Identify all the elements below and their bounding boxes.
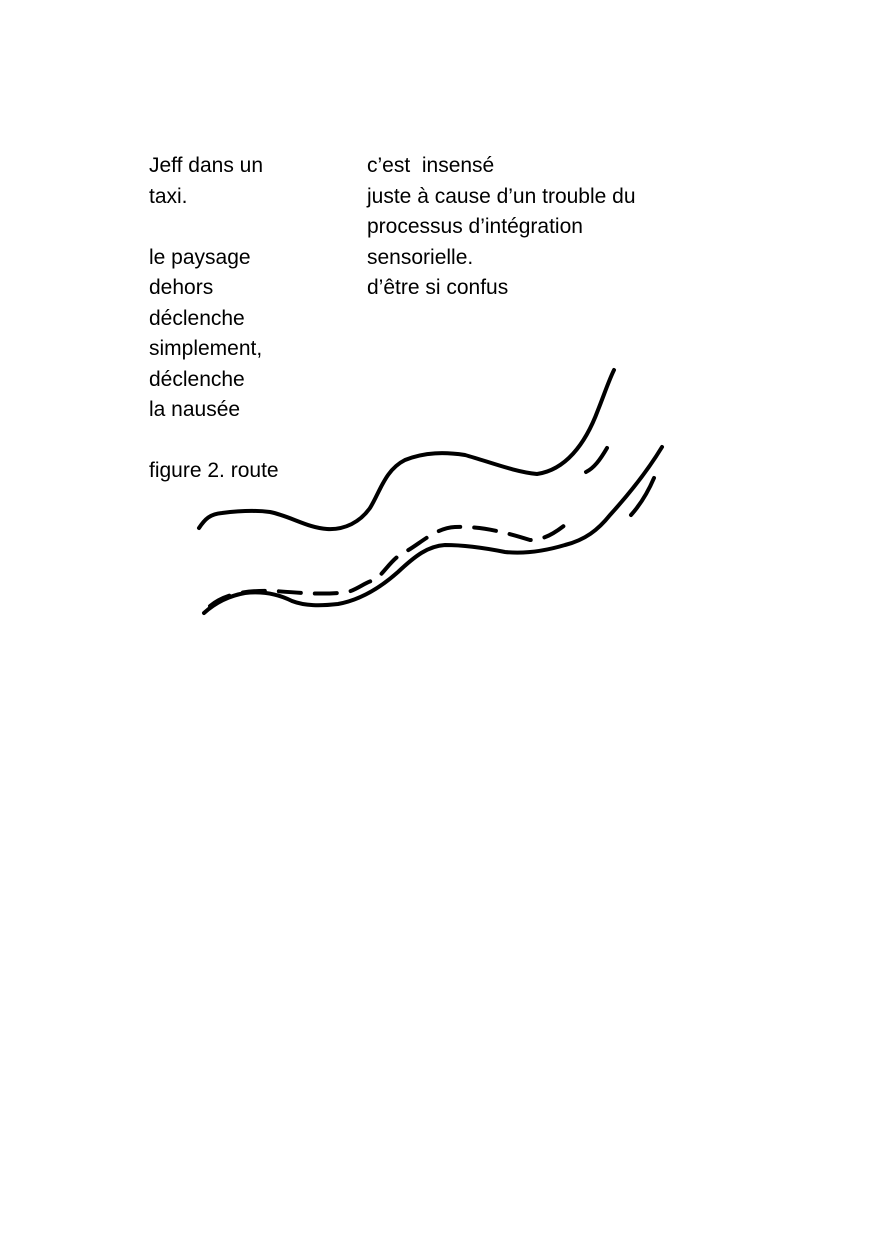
left-line-2: taxi.: [149, 184, 188, 208]
right-line-4: sensorielle.: [367, 245, 474, 269]
left-line-6: déclenche: [149, 306, 245, 330]
left-line-9: la nausée: [149, 398, 241, 421]
right-line-1: c’est insensé: [367, 154, 495, 177]
right-line-2: juste à cause d’un trouble du: [367, 184, 636, 208]
right-line-3: processus d’intégration: [367, 215, 583, 238]
road-upper-dash-fragment: [586, 448, 607, 472]
figure-caption: figure 2. route: [149, 459, 279, 482]
left-line-8: déclenche: [149, 367, 245, 391]
right-text-column: [367, 151, 787, 304]
left-line-1: Jeff dans un: [149, 154, 264, 177]
right-line-5: d’être si confus: [367, 276, 509, 299]
left-line-blank-2: [149, 426, 349, 457]
left-line-4: le paysage: [149, 245, 251, 269]
left-line-7: simplement,: [149, 337, 263, 360]
road-lower-right-fragment: [631, 478, 654, 515]
left-line-5: dehors: [149, 276, 214, 299]
left-text-column: [149, 151, 349, 487]
road-center-dashed-line: [210, 525, 565, 606]
left-line-blank-1: [149, 212, 349, 243]
